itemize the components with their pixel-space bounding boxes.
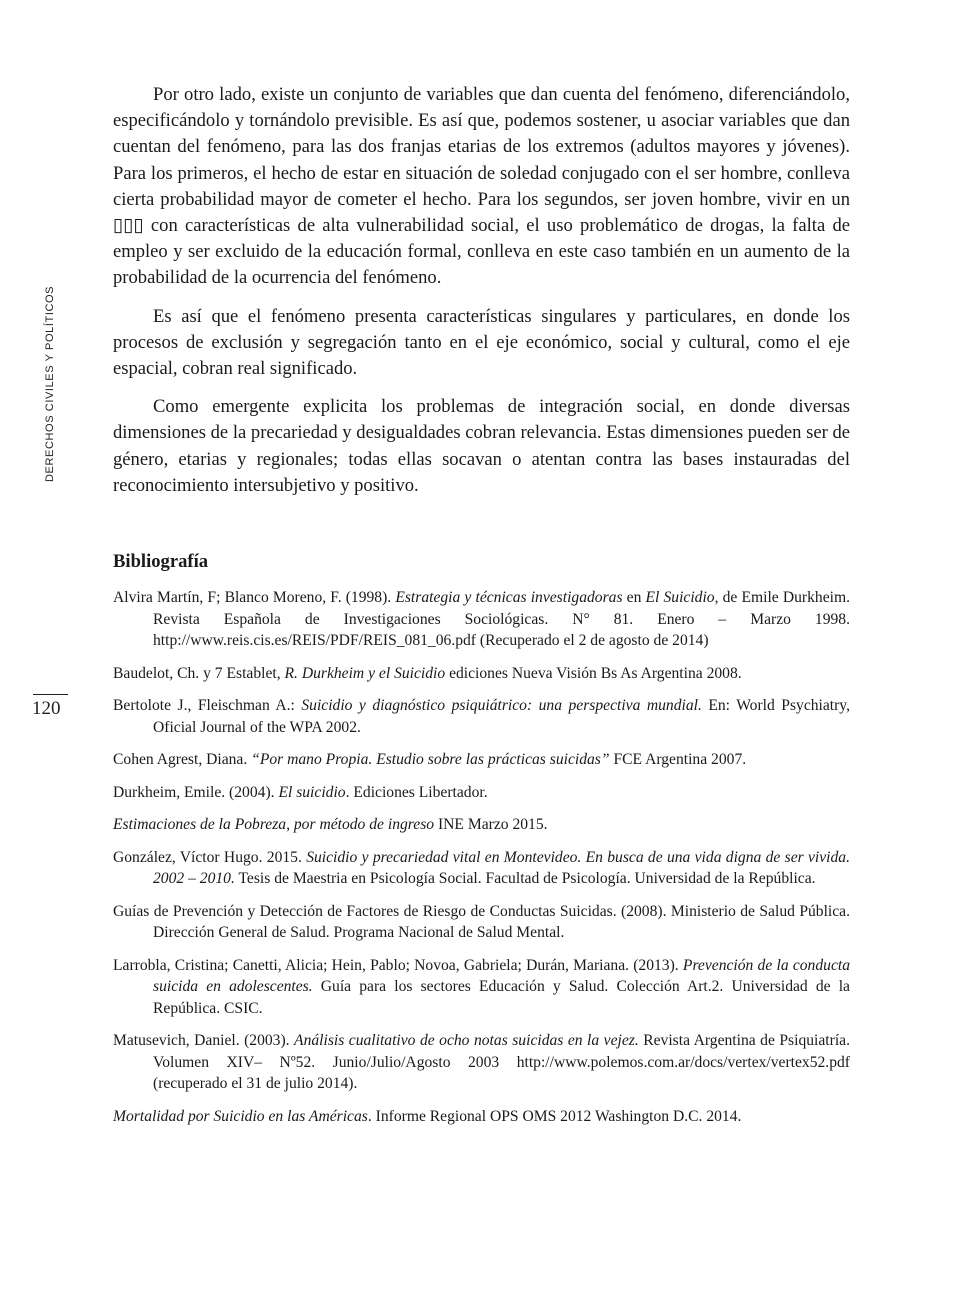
body-paragraph: Como emergente explicita los problemas de integración social, en donde diversas dimensiones de la precariedad y desigualdades cobran relevancia. Estas dimensiones pueden ser de género, etarias y regionales; todas ellas socavan o atentan contra las bases instauradas del reconocimiento intersubjetivo y positivo.: [113, 396, 850, 496]
bibliography-entry: Mortalidad por Suicidio en las Américas. Informe Regional OPS OMS 2012 Washington D.C. 2014.: [113, 1107, 742, 1125]
bibliography-list: [113, 587, 850, 1127]
bibliography-entry: Estimaciones de la Pobreza, por método de ingreso INE Marzo 2015.: [113, 816, 548, 834]
bibliography-heading: Bibliografía: [113, 551, 209, 573]
page-number: 120: [32, 698, 61, 719]
body-paragraph: Es así que el fenómeno presenta características singulares y particulares, en donde los procesos de exclusión y segregación tanto en el eje económico, social y cultural, como el eje espacial, cobran real significado.: [113, 305, 850, 380]
bibliography-entry: Bertolote J., Fleischman A.: Suicidio y diagnóstico psiquiátrico: una perspectiva mundial. En: World Psychiatry, Oficial Journal of the WPA 2002.: [113, 697, 850, 736]
page-body: [113, 82, 850, 1138]
bibliography-entry: Alvira Martín, F; Blanco Moreno, F. (1998). Estrategia y técnicas investigadoras en El Suicidio, de Emile Durkheim. Revista Española de Investigaciones Sociológicas. N° 81. Enero – Marzo 1998. http://www.reis.cis.es/REIS/PDF/REIS_081_06.pdf (Recuperado el 2 de agosto de 2014): [113, 589, 850, 650]
page-number-rule: [33, 694, 68, 695]
bibliography-entry: Baudelot, Ch. y 7 Establet, R. Durkheim y el Suicidio ediciones Nueva Visión Bs As Argentina 2008.: [113, 664, 742, 682]
running-section-label: DERECHOS CIVILES Y POLÍTICOS: [44, 285, 56, 482]
bibliography-entry: Durkheim, Emile. (2004). El suicidio. Ediciones Libertador.: [113, 783, 488, 801]
bibliography-entry: Cohen Agrest, Diana. “Por mano Propia. Estudio sobre las prácticas suicidas” FCE Argentina 2007.: [113, 751, 747, 769]
bibliography-entry: Guías de Prevención y Detección de Factores de Riesgo de Conductas Suicidas. (2008). Ministerio de Salud Pública. Dirección General de Salud. Programa Nacional de Salud Mental.: [113, 902, 850, 942]
bibliography-entry: Matusevich, Daniel. (2003). Análisis cualitativo de ocho notas suicidas en la vejez. Revista Argentina de Psiquiatría. Volumen XIV– Nº52. Junio/Julio/Agosto 2003 http://www.polemos.com.ar/docs/vertex/vertex52.pdf (recuperado el 31 de julio 2014).: [113, 1032, 850, 1093]
bibliography-entry: Larrobla, Cristina; Canetti, Alicia; Hein, Pablo; Novoa, Gabriela; Durán, Mariana. (2013). Prevención de la conducta suicida en adolescentes. Guía para los sectores Educación y Salud. Colección Art.2. Universidad de la República. CSIC.: [113, 956, 851, 1017]
body-paragraph: Por otro lado, existe un conjunto de variables que dan cuenta del fenómeno, diferenciándolo, especificándolo y tornándolo previsible. Es así que, podemos sostener, u asociar variables que dan cuentan del fenómeno, para las dos franjas etarias de los extremos (adultos mayores y jóvenes). Para los primeros, el hecho de estar en situación de soledad conjugado con el ser hombre, conlleva cierta probabilidad mayor de cometer el hecho. Para los segundos, ser joven hombre, vivir en un ▯▯▯ con características de alta vulnerabilidad social, el uso problemático de drogas, la falta de empleo y ser excluido de la educación formal, conlleva en este caso también en un aumento de la probabilidad de la ocurrencia del fenómeno.: [113, 84, 850, 289]
bibliography-entry: González, Víctor Hugo. 2015. Suicidio y precariedad vital en Montevideo. En busca de una vida digna de ser vivida. 2002 – 2010. Tesis de Maestria en Psicología Social. Facultad de Psicología. Universidad de la República.: [113, 848, 850, 888]
